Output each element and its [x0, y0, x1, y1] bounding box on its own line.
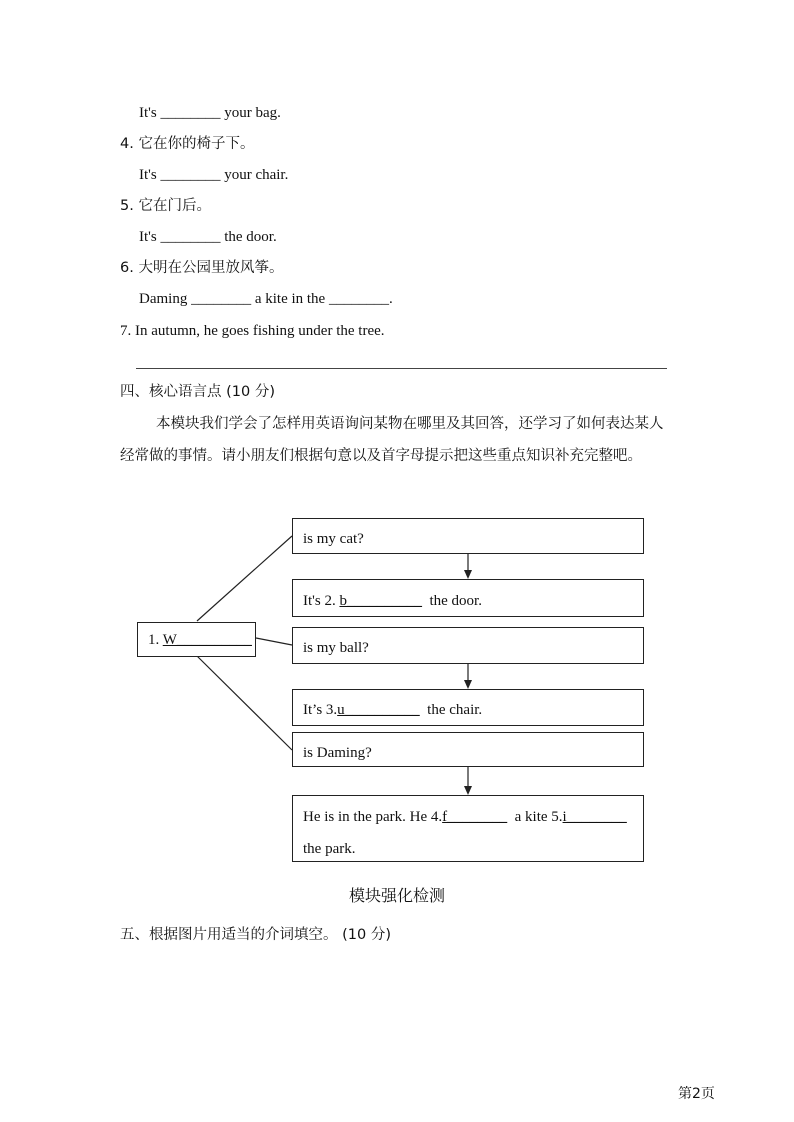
box-2-text: It's 2. [303, 593, 340, 609]
box-3-text: is my ball? [303, 640, 369, 656]
question-5: 5. 它在门后。 [120, 198, 211, 214]
blank-1[interactable]: W__________ [162, 632, 252, 648]
question-4: 4. 它在你的椅子下。 [120, 136, 255, 152]
answer-line-4: It's ________ your chair. [139, 167, 289, 183]
diagram-box-6 [292, 795, 644, 862]
box-1-text: is my cat? [303, 531, 364, 547]
diagram-box-4 [292, 689, 644, 726]
section-5-heading: 五、根据图片用适当的介词填空。 (10 分) [120, 927, 391, 943]
section-4-paragraph: 本模块我们学会了怎样用英语询问某物在哪里及其回答，还学习了如何表达某人经常做的事情。请小朋友们根据句意以及首字母提示把这些重点知识补充完整吧。 [120, 416, 664, 464]
diagram-box-2 [292, 579, 644, 617]
box-6-mid: a kite 5. [507, 809, 563, 825]
blank-2[interactable]: b__________ [339, 593, 422, 609]
answer-line-3: It's ________ your bag. [139, 105, 281, 121]
diagram-box-5 [292, 732, 644, 767]
left-box-prefix: 1. [148, 632, 163, 648]
diagram-box-3 [292, 627, 644, 664]
answer-line-6: Daming ________ a kite in the ________. [139, 291, 393, 307]
answer-line-5: It's ________ the door. [139, 229, 277, 245]
diagram-left-box [137, 622, 256, 657]
section-4-heading: 四、核心语言点 (10 分) [120, 384, 275, 400]
box-2-rest: the door. [421, 593, 482, 609]
page-number: 第2页 [678, 1086, 715, 1102]
box-4-text: It’s 3. [303, 702, 338, 718]
question-6: 6. 大明在公园里放风筝。 [120, 260, 284, 276]
box-6-line-2: the park. [303, 841, 356, 857]
section-title: 模块强化检测 [348, 886, 445, 905]
blank-5[interactable]: i________ [562, 809, 627, 825]
box-5-text: is Daming? [303, 745, 372, 761]
question-7: 7. In autumn, he goes fishing under the tree. [120, 323, 385, 339]
diagram-box-1 [292, 518, 644, 554]
blank-3[interactable]: u__________ [337, 702, 420, 718]
blank-4[interactable]: f________ [442, 809, 508, 825]
box-4-rest: the chair. [419, 702, 483, 718]
box-6-text: He is in the park. He 4. [303, 809, 443, 825]
